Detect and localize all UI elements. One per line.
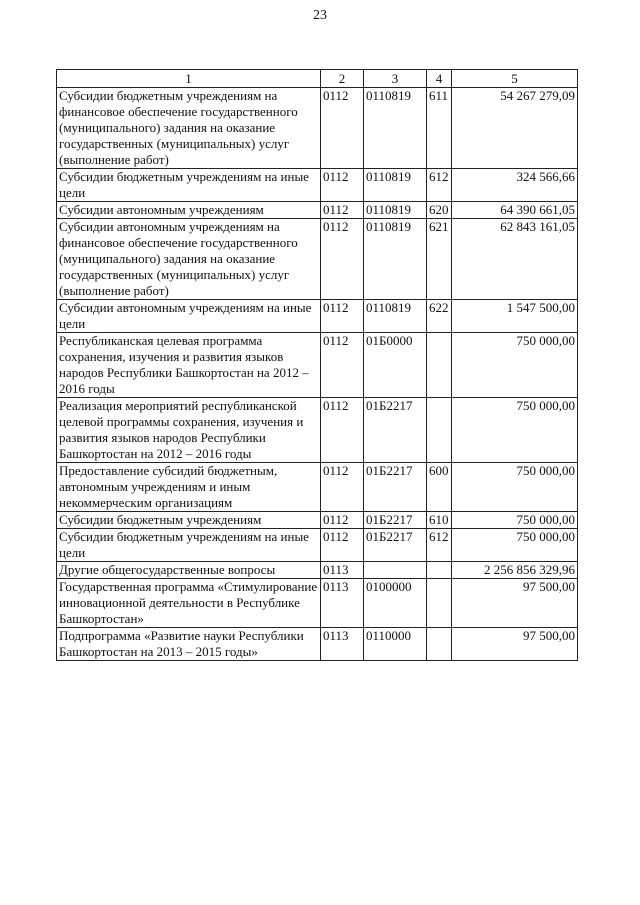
row-section: 0112 xyxy=(321,169,364,202)
table-row xyxy=(57,512,578,529)
row-name: Субсидии бюджетным учреждениям на иные цели xyxy=(57,529,321,562)
row-section: 0112 xyxy=(321,333,364,398)
row-target: 0110819 xyxy=(364,300,427,333)
page-number: 23 xyxy=(313,8,327,23)
row-type: 612 xyxy=(427,529,452,562)
row-name: Субсидии автономным учреждениям на финансовое обеспечение государственного (муниципального) задания на оказание государственных (муниципальных) услуг (выполнение работ) xyxy=(57,219,321,300)
header-col-1: 1 xyxy=(57,70,321,88)
table-row xyxy=(57,529,578,562)
table-row xyxy=(57,333,578,398)
row-type xyxy=(427,398,452,463)
row-name: Субсидии автономным учреждениям на иные цели xyxy=(57,300,321,333)
row-section: 0112 xyxy=(321,300,364,333)
row-amount: 64 390 661,05 xyxy=(452,202,578,219)
table-row xyxy=(57,562,578,579)
row-target xyxy=(364,562,427,579)
row-name: Другие общегосударственные вопросы xyxy=(57,562,321,579)
row-amount: 750 000,00 xyxy=(452,463,578,512)
row-type: 621 xyxy=(427,219,452,300)
row-name: Субсидии бюджетным учреждениям xyxy=(57,512,321,529)
row-type: 612 xyxy=(427,169,452,202)
header-row xyxy=(57,70,578,88)
row-name: Субсидии бюджетным учреждениям на иные цели xyxy=(57,169,321,202)
row-amount: 1 547 500,00 xyxy=(452,300,578,333)
row-name: Субсидии бюджетным учреждениям на финансовое обеспечение государственного (муниципального) задания на оказание государственных (муниципальных) услуг (выполнение работ) xyxy=(57,88,321,169)
row-section: 0113 xyxy=(321,579,364,628)
row-amount: 54 267 279,09 xyxy=(452,88,578,169)
row-section: 0112 xyxy=(321,398,364,463)
row-section: 0113 xyxy=(321,562,364,579)
row-name: Подпрограмма «Развитие науки Республики Башкортостан на 2013 – 2015 годы» xyxy=(57,628,321,661)
table-row xyxy=(57,463,578,512)
budget-table xyxy=(56,69,578,661)
row-amount: 97 500,00 xyxy=(452,628,578,661)
row-section: 0112 xyxy=(321,202,364,219)
row-type: 620 xyxy=(427,202,452,219)
row-amount: 97 500,00 xyxy=(452,579,578,628)
row-type xyxy=(427,562,452,579)
row-name: Государственная программа «Стимулирование инновационной деятельности в Республике Башкортостан» xyxy=(57,579,321,628)
row-name: Реализация мероприятий республиканской целевой программы сохранения, изучения и развития языков народов Республики Башкортостан на 2012 – 2016 годы xyxy=(57,398,321,463)
row-amount: 62 843 161,05 xyxy=(452,219,578,300)
row-target: 01Б2217 xyxy=(364,398,427,463)
row-name: Республиканская целевая программа сохранения, изучения и развития языков народов Республики Башкортостан на 2012 – 2016 годы xyxy=(57,333,321,398)
row-amount: 2 256 856 329,96 xyxy=(452,562,578,579)
header-col-5: 5 xyxy=(452,70,578,88)
row-target: 01Б0000 xyxy=(364,333,427,398)
table-row xyxy=(57,398,578,463)
row-target: 0110819 xyxy=(364,169,427,202)
row-amount: 750 000,00 xyxy=(452,512,578,529)
row-target: 0100000 xyxy=(364,579,427,628)
table-row xyxy=(57,219,578,300)
row-section: 0112 xyxy=(321,88,364,169)
row-section: 0112 xyxy=(321,463,364,512)
row-target: 0110819 xyxy=(364,219,427,300)
row-amount: 324 566,66 xyxy=(452,169,578,202)
table-row xyxy=(57,202,578,219)
header-col-3: 3 xyxy=(364,70,427,88)
row-type xyxy=(427,628,452,661)
row-name: Предоставление субсидий бюджетным, автономным учреждениям и иным некоммерческим организациям xyxy=(57,463,321,512)
row-section: 0113 xyxy=(321,628,364,661)
row-type: 610 xyxy=(427,512,452,529)
table-row xyxy=(57,88,578,169)
table-row xyxy=(57,628,578,661)
row-target: 01Б2217 xyxy=(364,512,427,529)
row-section: 0112 xyxy=(321,512,364,529)
row-amount: 750 000,00 xyxy=(452,398,578,463)
row-amount: 750 000,00 xyxy=(452,529,578,562)
row-type: 622 xyxy=(427,300,452,333)
row-target: 0110000 xyxy=(364,628,427,661)
row-type: 600 xyxy=(427,463,452,512)
row-target: 0110819 xyxy=(364,88,427,169)
table-row xyxy=(57,579,578,628)
row-section: 0112 xyxy=(321,219,364,300)
row-section: 0112 xyxy=(321,529,364,562)
row-target: 01Б2217 xyxy=(364,463,427,512)
row-name: Субсидии автономным учреждениям xyxy=(57,202,321,219)
row-type xyxy=(427,333,452,398)
row-type: 611 xyxy=(427,88,452,169)
row-type xyxy=(427,579,452,628)
row-target: 0110819 xyxy=(364,202,427,219)
table-row xyxy=(57,300,578,333)
header-col-2: 2 xyxy=(321,70,364,88)
row-target: 01Б2217 xyxy=(364,529,427,562)
header-col-4: 4 xyxy=(427,70,452,88)
row-amount: 750 000,00 xyxy=(452,333,578,398)
table-row xyxy=(57,169,578,202)
